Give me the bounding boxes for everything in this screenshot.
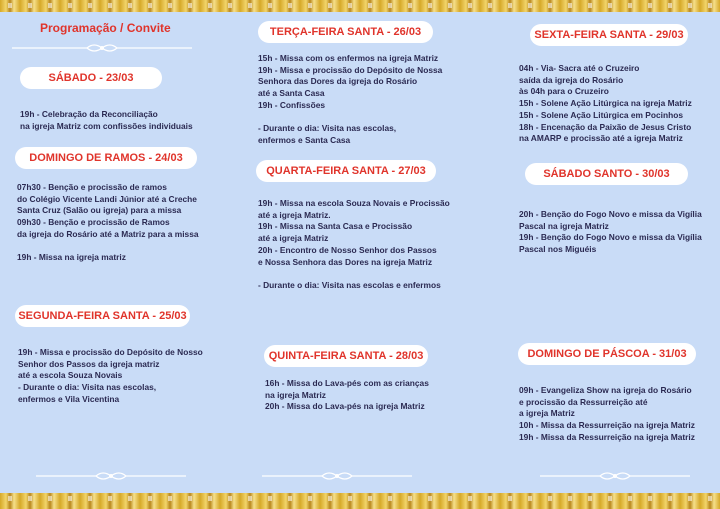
flourish-ornament (540, 470, 690, 482)
gold-border-top (0, 0, 720, 12)
day-schedule-sexta-santa: 04h - Via- Sacra até o Cruzeiro saída da igreja do Rosário às 04h para o Cruzeiro 15h - Solene Ação Litúrgica na igreja Matriz 15h - Solene Ação Litúrgica em Pocinhos 18h - Encenação da Paixão de Jesus Cristo na AMARP e procissão até a igreja Matriz (519, 63, 692, 144)
flourish-ornament (262, 470, 412, 482)
day-schedule-domingo-ramos: 07h30 - Benção e procissão de ramos do Colégio Vicente Landi Júnior até a Creche Santa Cruz (Salão ou igreja) para a missa 09h30 - Benção e procissão de Ramos da igreja do Rosário até a Matriz para a missa 19h - Missa na igreja matriz (17, 182, 199, 263)
day-heading-sexta-santa: SEXTA-FEIRA SANTA - 29/03 (530, 24, 688, 46)
day-heading-domingo-ramos: DOMINGO DE RAMOS - 24/03 (15, 147, 197, 169)
gold-border-bottom (0, 493, 720, 509)
day-heading-domingo-pascoa: DOMINGO DE PÁSCOA - 31/03 (518, 343, 696, 365)
day-heading-sabado-santo: SÁBADO SANTO - 30/03 (525, 163, 688, 185)
day-heading-segunda-santa: SEGUNDA-FEIRA SANTA - 25/03 (15, 305, 190, 327)
day-schedule-sabado: 19h - Celebração da Reconciliação na igreja Matriz com confissões individuais (20, 109, 193, 131)
page-title: Programação / Convite (40, 21, 171, 35)
day-heading-quinta-santa: QUINTA-FEIRA SANTA - 28/03 (264, 345, 428, 367)
flourish-ornament (12, 42, 192, 54)
day-schedule-segunda-santa: 19h - Missa e procissão do Depósito de Nosso Senhor dos Passos da igreja matriz até a escola Souza Novais - Durante o dia: Visita nas escolas, enfermos e Vila Vicentina (18, 347, 203, 404)
day-heading-terca-santa: TERÇA-FEIRA SANTA - 26/03 (258, 21, 433, 43)
day-schedule-domingo-pascoa: 09h - Evangeliza Show na igreja do Rosário e procissão da Ressurreição até a igreja Matriz 10h - Missa da Ressurreição na igreja Matriz 19h - Missa da Ressurreição na igreja Matriz (519, 385, 695, 442)
day-heading-quarta-santa: QUARTA-FEIRA SANTA - 27/03 (256, 160, 436, 182)
flourish-ornament (36, 470, 186, 482)
day-schedule-quinta-santa: 16h - Missa do Lava-pés com as crianças na igreja Matriz 20h - Missa do Lava-pés na igreja Matriz (265, 378, 429, 412)
day-heading-sabado: SÁBADO - 23/03 (20, 67, 162, 89)
day-schedule-terca-santa: 15h - Missa com os enfermos na igreja Matriz 19h - Missa e procissão do Depósito de Nossa Senhora das Dores da igreja do Rosário até a Santa Casa 19h - Confissões - Durante o dia: Visita nas escolas, enfermos e Santa Casa (258, 53, 443, 145)
day-schedule-quarta-santa: 19h - Missa na escola Souza Novais e Procissão até a igreja Matriz. 19h - Missa na Santa Casa e Procissão até a igreja Matriz 20h - Encontro de Nosso Senhor dos Passos e Nossa Senhora das Dores na igreja Matriz - Durante o dia: Visita nas escolas e enfermos (258, 198, 450, 290)
day-schedule-sabado-santo: 20h - Benção do Fogo Novo e missa da Vigília Pascal na igreja Matriz 19h - Benção do Fogo Novo e missa da Vigília Pascal nos Miguéis (519, 209, 702, 255)
